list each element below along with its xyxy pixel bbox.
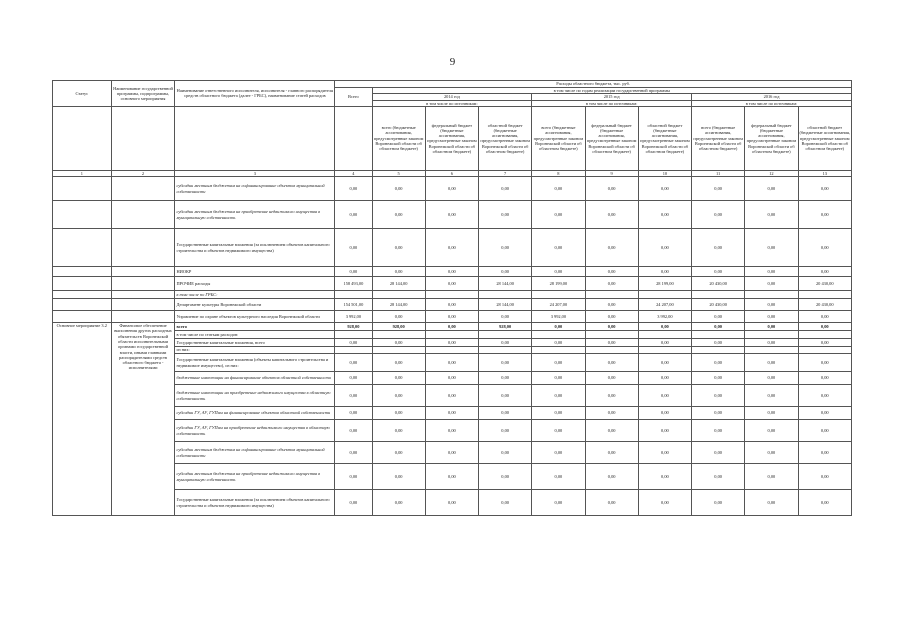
col-number: 7 — [479, 170, 532, 176]
value-cell: 0,00 — [638, 339, 691, 347]
value-cell — [745, 347, 798, 354]
value-cell: 0,00 — [638, 323, 691, 331]
value-cell: 0,00 — [638, 229, 691, 267]
value-cell: 0,00 — [425, 490, 478, 516]
header-year: 2015 год — [532, 94, 692, 100]
value-cell: 0,00 — [425, 385, 478, 407]
empty-cell — [53, 177, 112, 201]
value-cell — [692, 347, 745, 354]
value-cell: 154 501,00 — [335, 299, 372, 311]
value-cell: 0,00 — [692, 323, 745, 331]
value-cell — [372, 347, 425, 354]
value-cell: 0,00 — [585, 490, 638, 516]
value-cell: 928,00 — [372, 323, 425, 331]
value-cell: 0,00 — [745, 267, 798, 277]
row-program-name: Финансовое обеспечение выполнения других расходных обязательств Воронежской области исполнительными органами государственной власти, иными главными распорядителями средств областного бюджета - исполнителями — [111, 323, 175, 516]
value-cell: 0,00 — [585, 311, 638, 323]
value-cell: 0,00 — [798, 372, 851, 385]
value-cell: 0,00 — [745, 229, 798, 267]
value-cell: 0,00 — [372, 201, 425, 229]
value-cell — [532, 291, 585, 299]
value-cell: 20 430,00 — [692, 277, 745, 291]
value-cell: 0,00 — [692, 385, 745, 407]
value-cell: 0,00 — [532, 339, 585, 347]
value-cell: 0,00 — [585, 354, 638, 372]
row-label: Управление по охране объектов культурного наследия Воронежской области — [175, 311, 335, 323]
value-cell: 0,00 — [372, 385, 425, 407]
value-cell: 0,00 — [335, 490, 372, 516]
value-cell: 0,00 — [745, 354, 798, 372]
value-cell: 0,00 — [638, 407, 691, 420]
row-label: субсидии ГУ, АУ, ГУПам на приобретение недвижимого имущества в областную собственность — [175, 420, 335, 442]
row-status: Основное мероприятие 3.2 — [53, 323, 112, 516]
value-cell: 28 199,00 — [638, 277, 691, 291]
value-cell: 0,00 — [372, 177, 425, 201]
value-cell: 0,00 — [335, 267, 372, 277]
col-number: 4 — [335, 170, 372, 176]
value-cell: 0,00 — [692, 311, 745, 323]
value-cell: 0,00 — [638, 354, 691, 372]
value-cell: 0,00 — [585, 464, 638, 490]
table-row — [53, 291, 852, 299]
empty-cell — [111, 299, 175, 311]
value-cell: 0,00 — [335, 385, 372, 407]
value-cell: 0,00 — [692, 420, 745, 442]
value-cell: 0,00 — [692, 267, 745, 277]
row-label: всего — [175, 323, 335, 331]
value-cell: 0,00 — [372, 267, 425, 277]
value-cell: 0,00 — [532, 267, 585, 277]
value-cell: 0,00 — [532, 407, 585, 420]
value-cell: 0,00 — [479, 372, 532, 385]
value-cell: 0,00 — [585, 442, 638, 464]
value-cell: 0,00 — [638, 177, 691, 201]
value-cell: 0,00 — [479, 201, 532, 229]
table-row — [53, 267, 852, 277]
value-cell: 24 207,00 — [532, 299, 585, 311]
value-cell: 20 430,00 — [798, 277, 851, 291]
value-cell: 0,00 — [479, 420, 532, 442]
value-cell: 0,00 — [479, 339, 532, 347]
value-cell: 0,00 — [425, 464, 478, 490]
header-status: Статус — [53, 81, 112, 107]
empty-cell — [111, 291, 175, 299]
value-cell: 0,00 — [638, 420, 691, 442]
value-cell: 0,00 — [425, 177, 478, 201]
value-cell: 0,00 — [585, 323, 638, 331]
value-cell: 20 430,00 — [798, 299, 851, 311]
value-cell: 0,00 — [692, 407, 745, 420]
value-cell: 0,00 — [372, 490, 425, 516]
value-cell: 0,00 — [745, 385, 798, 407]
value-cell: 0,00 — [479, 311, 532, 323]
value-cell: 24 207,00 — [638, 299, 691, 311]
value-cell: 0,00 — [479, 354, 532, 372]
value-cell: 3 992,00 — [532, 311, 585, 323]
value-cell: 28 144,00 — [372, 277, 425, 291]
value-cell: 0,00 — [372, 420, 425, 442]
value-cell: 0,00 — [532, 490, 585, 516]
col-number: 3 — [175, 170, 335, 176]
value-cell: 0,00 — [479, 385, 532, 407]
value-cell: 0,00 — [638, 385, 691, 407]
value-cell: 0,00 — [479, 442, 532, 464]
value-cell: 0,00 — [372, 354, 425, 372]
value-cell: 0,00 — [479, 177, 532, 201]
empty-cell — [53, 311, 112, 323]
table-row — [53, 177, 852, 201]
value-cell: 0,00 — [798, 311, 851, 323]
value-cell: 928,00 — [479, 323, 532, 331]
value-cell: 0,00 — [585, 407, 638, 420]
empty-cell — [53, 291, 112, 299]
value-cell: 0,00 — [335, 407, 372, 420]
value-cell: 0,00 — [532, 201, 585, 229]
value-cell: 0,00 — [532, 323, 585, 331]
empty-cell — [111, 267, 175, 277]
header-executor-name: Наименование ответственного исполнителя, исполнителя - главного распорядителя средств областного бюджета (далее - ГРБС), наименование статей расходов — [175, 81, 335, 107]
col-number: 1 — [53, 170, 112, 176]
value-cell: 0,00 — [692, 177, 745, 201]
value-cell — [335, 291, 372, 299]
value-cell: 0,00 — [692, 464, 745, 490]
table-body — [53, 177, 852, 516]
row-label: Государственные капитальные вложения (за исключением объектов капитального строительства и объектов недвижимого имущества) — [175, 490, 335, 516]
value-cell — [692, 331, 745, 339]
value-cell: 0,00 — [745, 299, 798, 311]
value-cell: 0,00 — [479, 229, 532, 267]
header-by-sources: в том числе по источникам: — [692, 100, 852, 106]
value-cell: 0,00 — [745, 277, 798, 291]
value-cell: 0,00 — [372, 339, 425, 347]
value-cell — [425, 347, 478, 354]
table-row — [53, 299, 852, 311]
value-cell: 0,00 — [532, 385, 585, 407]
value-cell — [479, 291, 532, 299]
row-label: Государственные капитальные вложения (за исключением объектов капитального строительства и объектов недвижимого имущества) — [175, 229, 335, 267]
value-cell — [479, 331, 532, 339]
value-cell: 0,00 — [638, 201, 691, 229]
value-cell: 0,00 — [479, 490, 532, 516]
value-cell: 0,00 — [638, 442, 691, 464]
value-cell: 0,00 — [372, 311, 425, 323]
value-cell: 0,00 — [692, 442, 745, 464]
value-cell — [372, 291, 425, 299]
value-cell — [798, 347, 851, 354]
row-label: субсидии местным бюджетам на софинансирование объектов муниципальной собственности — [175, 177, 335, 201]
value-cell: 0,00 — [425, 229, 478, 267]
value-cell: 0,00 — [745, 464, 798, 490]
value-cell — [479, 347, 532, 354]
value-cell: 0,00 — [372, 372, 425, 385]
empty-cell — [111, 311, 175, 323]
value-cell — [425, 331, 478, 339]
value-cell: 0,00 — [335, 464, 372, 490]
value-cell: 0,00 — [585, 229, 638, 267]
value-cell — [372, 331, 425, 339]
value-cell: 0,00 — [692, 201, 745, 229]
value-cell: 0,00 — [335, 420, 372, 442]
value-cell: 3 992,00 — [638, 311, 691, 323]
value-cell: 0,00 — [745, 407, 798, 420]
value-cell: 0,00 — [638, 464, 691, 490]
value-cell — [638, 331, 691, 339]
value-cell: 0,00 — [798, 323, 851, 331]
value-cell: 0,00 — [798, 354, 851, 372]
value-cell: 0,00 — [745, 201, 798, 229]
header-year: 2016 год — [692, 94, 852, 100]
value-cell — [585, 347, 638, 354]
col-number: 12 — [745, 170, 798, 176]
header-col-total-budget: всего (бюджетные ассигнования, предусмотренные законом Воронежской области об областном бюджете) — [532, 106, 585, 170]
value-cell: 0,00 — [745, 420, 798, 442]
value-cell: 0,00 — [745, 372, 798, 385]
value-cell: 0,00 — [335, 229, 372, 267]
value-cell: 0,00 — [798, 385, 851, 407]
value-cell: 0,00 — [745, 339, 798, 347]
value-cell: 0,00 — [692, 229, 745, 267]
value-cell: 0,00 — [798, 267, 851, 277]
value-cell: 0,00 — [425, 372, 478, 385]
row-label: субсидии местным бюджетам на софинансирование объектов муниципальной собственности — [175, 442, 335, 464]
value-cell: 0,00 — [798, 464, 851, 490]
empty-cell — [53, 201, 112, 229]
header-col-federal: федеральный бюджет (бюджетные ассигнования, предусмотренные законом Воронежской области об областном бюджете) — [745, 106, 798, 170]
empty-cell — [111, 277, 175, 291]
value-cell — [532, 331, 585, 339]
value-cell: 0,00 — [745, 311, 798, 323]
header-total: Всего — [335, 88, 372, 107]
value-cell: 0,00 — [372, 442, 425, 464]
value-cell: 158 493,00 — [335, 277, 372, 291]
header-col-regional: областной бюджет (бюджетные ассигнования, предусмотренные законом Воронежской области об областном бюджете) — [638, 106, 691, 170]
value-cell: 0,00 — [585, 339, 638, 347]
value-cell: 0,00 — [585, 420, 638, 442]
value-cell: 0,00 — [798, 407, 851, 420]
value-cell: 0,00 — [335, 339, 372, 347]
value-cell: 0,00 — [479, 464, 532, 490]
value-cell: 0,00 — [425, 339, 478, 347]
value-cell: 0,00 — [692, 354, 745, 372]
value-cell: 0,00 — [745, 323, 798, 331]
value-cell: 0,00 — [585, 177, 638, 201]
table-row — [53, 311, 852, 323]
value-cell: 0,00 — [532, 177, 585, 201]
col-number: 11 — [692, 170, 745, 176]
value-cell: 0,00 — [479, 267, 532, 277]
value-cell: 0,00 — [372, 464, 425, 490]
value-cell: 28 199,00 — [532, 277, 585, 291]
row-label: в том числе по статьям расходов: — [175, 331, 335, 339]
value-cell: 0,00 — [532, 372, 585, 385]
value-cell — [638, 291, 691, 299]
value-cell: 0,00 — [479, 407, 532, 420]
empty-cell — [111, 177, 175, 201]
value-cell: 0,00 — [335, 354, 372, 372]
table-row — [53, 323, 852, 331]
value-cell: 0,00 — [798, 229, 851, 267]
value-cell: 0,00 — [585, 277, 638, 291]
value-cell: 0,00 — [585, 385, 638, 407]
value-cell — [425, 291, 478, 299]
value-cell — [335, 347, 372, 354]
value-cell: 0,00 — [692, 339, 745, 347]
value-cell — [745, 291, 798, 299]
header-col-total-budget: всего (бюджетные ассигнования, предусмотренные законом Воронежской области об областном бюджете) — [372, 106, 425, 170]
value-cell: 3 992,00 — [335, 311, 372, 323]
row-label: бюджетные инвестиции на приобретение недвижимого имущества в областную собственность — [175, 385, 335, 407]
value-cell: 0,00 — [745, 442, 798, 464]
value-cell: 0,00 — [638, 490, 691, 516]
empty-cell — [111, 201, 175, 229]
row-label: Государственные капитальные вложения (объекты капитального строительства и недвижимое имущество), из них: — [175, 354, 335, 372]
value-cell: 0,00 — [798, 442, 851, 464]
value-cell: 20 430,00 — [692, 299, 745, 311]
value-cell: 0,00 — [425, 277, 478, 291]
row-label: Департамент культуры Воронежской области — [175, 299, 335, 311]
table-row — [53, 201, 852, 229]
value-cell: 0,00 — [532, 420, 585, 442]
header-year: 2014 год — [372, 94, 532, 100]
header-col-regional: областной бюджет (бюджетные ассигнования, предусмотренные законом Воронежской области об областном бюджете) — [798, 106, 851, 170]
row-label: ПРОЧИЕ расходы — [175, 277, 335, 291]
value-cell: 0,00 — [372, 229, 425, 267]
value-cell: 0,00 — [425, 407, 478, 420]
value-cell: 0,00 — [425, 323, 478, 331]
value-cell — [692, 291, 745, 299]
header-by-sources: в том числе по источникам: — [532, 100, 692, 106]
value-cell: 0,00 — [372, 407, 425, 420]
header-col-total-budget: всего (бюджетные ассигнования, предусмотренные законом Воронежской области об областном бюджете) — [692, 106, 745, 170]
header-col-federal: федеральный бюджет (бюджетные ассигнования, предусмотренные законом Воронежской области об областном бюджете) — [425, 106, 478, 170]
value-cell: 0,00 — [335, 177, 372, 201]
col-number: 5 — [372, 170, 425, 176]
row-label: в том числе по ГРБС: — [175, 291, 335, 299]
col-number: 2 — [111, 170, 175, 176]
value-cell — [745, 331, 798, 339]
value-cell: 0,00 — [798, 201, 851, 229]
col-number: 8 — [532, 170, 585, 176]
row-label: субсидии ГУ, АУ, ГУПам на финансирование объектов областной собственности — [175, 407, 335, 420]
value-cell: 0,00 — [585, 372, 638, 385]
value-cell: 0,00 — [335, 442, 372, 464]
value-cell: 0,00 — [425, 311, 478, 323]
value-cell: 928,00 — [335, 323, 372, 331]
value-cell: 28 144,00 — [479, 299, 532, 311]
header-col-federal: федеральный бюджет (бюджетные ассигнования, предусмотренные законом Воронежской области об областном бюджете) — [585, 106, 638, 170]
value-cell: 0,00 — [638, 372, 691, 385]
value-cell — [532, 347, 585, 354]
value-cell: 0,00 — [745, 177, 798, 201]
empty-cell — [53, 229, 112, 267]
value-cell: 0,00 — [532, 464, 585, 490]
budget-table — [52, 80, 852, 516]
value-cell — [585, 331, 638, 339]
value-cell: 0,00 — [798, 339, 851, 347]
value-cell: 0,00 — [532, 229, 585, 267]
value-cell: 0,00 — [692, 372, 745, 385]
value-cell: 0,00 — [745, 490, 798, 516]
col-number: 9 — [585, 170, 638, 176]
value-cell: 0,00 — [335, 201, 372, 229]
value-cell: 0,00 — [335, 372, 372, 385]
row-label: Государственные капитальные вложения, всего — [175, 339, 335, 347]
value-cell: 28 144,00 — [372, 299, 425, 311]
value-cell: 0,00 — [532, 442, 585, 464]
value-cell — [335, 331, 372, 339]
empty-cell — [53, 267, 112, 277]
header-col-regional: областной бюджет (бюджетные ассигнования, предусмотренные законом Воронежской области об областном бюджете) — [479, 106, 532, 170]
empty-cell — [53, 277, 112, 291]
value-cell: 0,00 — [425, 354, 478, 372]
value-cell: 0,00 — [798, 420, 851, 442]
value-cell: 0,00 — [425, 442, 478, 464]
value-cell: 0,00 — [425, 299, 478, 311]
page-number: 9 — [449, 56, 456, 68]
table-header — [53, 81, 852, 177]
empty-cell — [111, 229, 175, 267]
value-cell: 28 144,00 — [479, 277, 532, 291]
value-cell: 0,00 — [798, 490, 851, 516]
value-cell — [798, 291, 851, 299]
value-cell: 0,00 — [425, 420, 478, 442]
row-label: бюджетные инвестиции на финансирование объектов областной собственности — [175, 372, 335, 385]
value-cell: 0,00 — [798, 177, 851, 201]
value-cell — [798, 331, 851, 339]
table-row — [53, 229, 852, 267]
value-cell — [638, 347, 691, 354]
value-cell: 0,00 — [585, 299, 638, 311]
col-number: 13 — [798, 170, 851, 176]
value-cell — [585, 291, 638, 299]
value-cell: 0,00 — [692, 490, 745, 516]
header-by-years: в том числе по годам реализации государственной программы — [372, 88, 851, 94]
row-label: субсидии местным бюджетам на приобретение недвижимого имущества в муниципальную собственность — [175, 201, 335, 229]
header-by-sources: в том числе по источникам: — [372, 100, 532, 106]
value-cell: 0,00 — [585, 201, 638, 229]
row-label: из них: — [175, 347, 335, 354]
empty-cell — [53, 299, 112, 311]
value-cell: 0,00 — [638, 267, 691, 277]
value-cell: 0,00 — [425, 201, 478, 229]
header-expenses-title: Расходы областного бюджета, тыс. руб. — [335, 81, 852, 88]
value-cell: 0,00 — [585, 267, 638, 277]
col-number: 10 — [638, 170, 691, 176]
row-label: НИОКР — [175, 267, 335, 277]
value-cell: 0,00 — [532, 354, 585, 372]
table-row — [53, 277, 852, 291]
value-cell: 0,00 — [425, 267, 478, 277]
header-program-name: Наименование государственной программы, подпрограммы, основного мероприятия — [111, 81, 175, 107]
col-number: 6 — [425, 170, 478, 176]
row-label: субсидии местным бюджетам на приобретение недвижимого имущества в муниципальную собственность — [175, 464, 335, 490]
